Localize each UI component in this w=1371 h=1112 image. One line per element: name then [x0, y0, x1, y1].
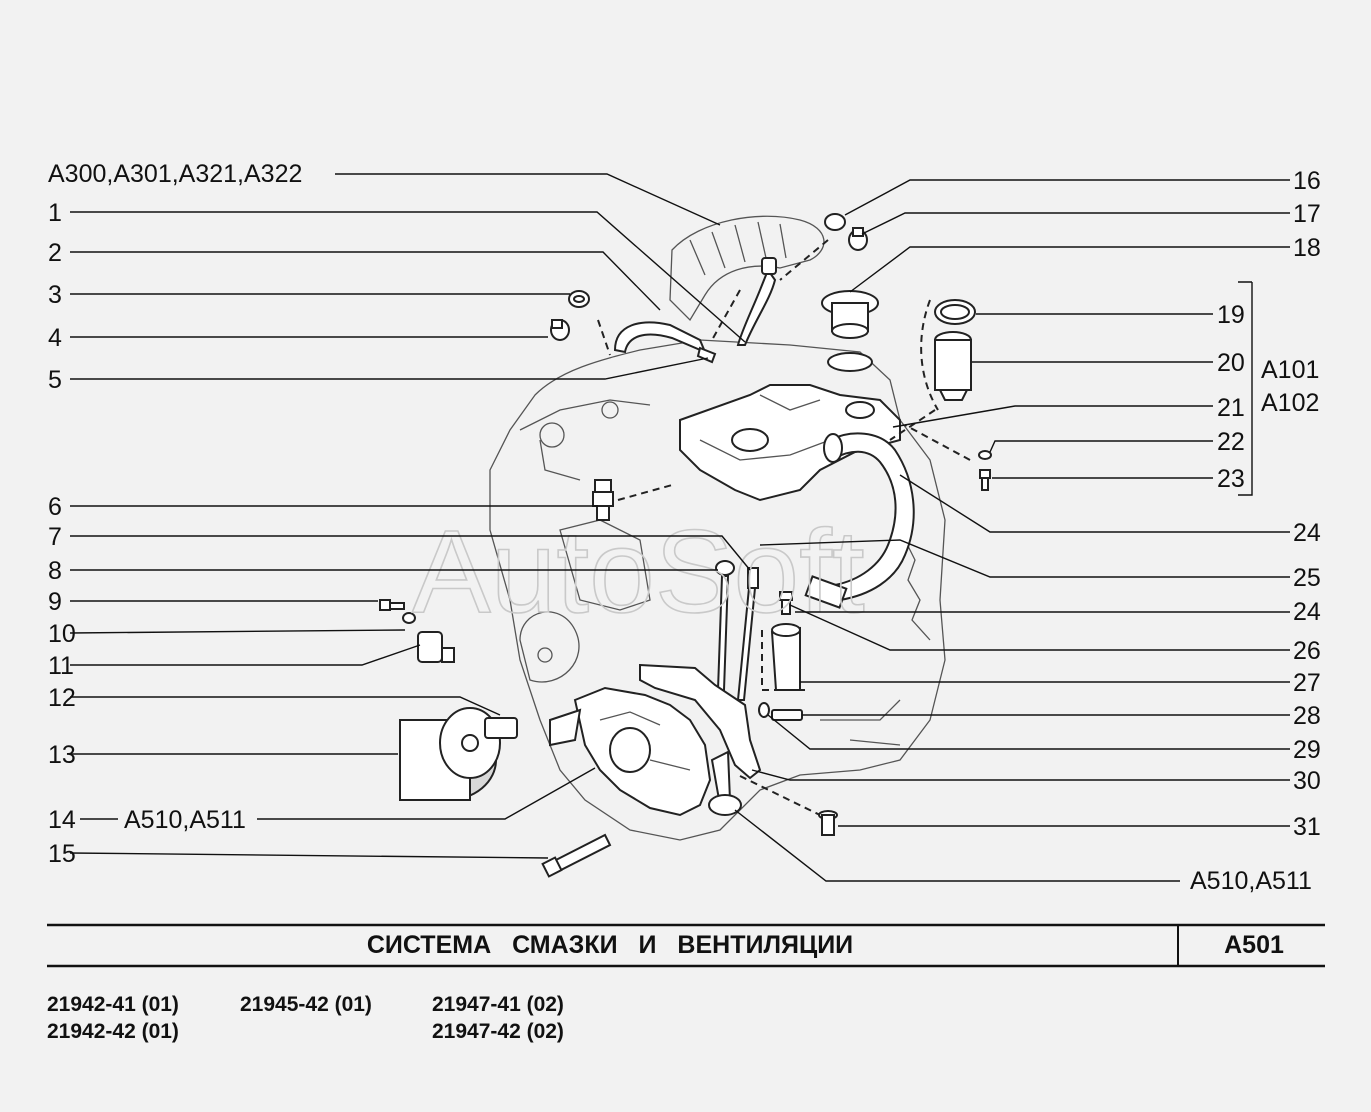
label-16: 16 — [1293, 167, 1321, 195]
label-5: 5 — [48, 366, 62, 394]
label-22: 22 — [1217, 428, 1245, 456]
title-block — [47, 925, 1325, 966]
label-3: 3 — [48, 281, 62, 309]
label-26: 26 — [1293, 637, 1321, 665]
bolt-23 — [980, 470, 990, 490]
model-list — [47, 993, 564, 1043]
label-12: 12 — [48, 684, 76, 712]
labels-right — [1190, 167, 1321, 895]
model-21945-42: 21945-42 (01) — [240, 993, 372, 1016]
label-a300: A300,A301,A321,A322 — [48, 160, 303, 188]
air-intake-duct — [670, 216, 824, 320]
label-18: 18 — [1293, 234, 1321, 262]
label-21: 21 — [1217, 394, 1245, 422]
oil-pump-14 — [550, 688, 710, 815]
label-24b: 24 — [1293, 598, 1321, 626]
label-29: 29 — [1293, 736, 1321, 764]
hose-clamp-3 — [569, 291, 589, 307]
label-7: 7 — [48, 523, 62, 551]
label-1: 1 — [48, 199, 62, 227]
model-21947-42: 21947-42 (02) — [432, 1020, 564, 1043]
label-27: 27 — [1293, 669, 1321, 697]
page-code: A501 — [1224, 931, 1284, 959]
hose-clamp-4 — [551, 320, 569, 340]
label-10: 10 — [48, 620, 76, 648]
label-9: 9 — [48, 588, 62, 616]
bolt-9 — [380, 600, 404, 610]
label-a510-right: A510,A511 — [1190, 867, 1312, 895]
label-a510-left: A510,A511 — [124, 806, 246, 834]
washer-29 — [759, 703, 769, 717]
label-19: 19 — [1217, 301, 1245, 329]
oil-separator-insert-20 — [935, 332, 971, 400]
label-2: 2 — [48, 239, 62, 267]
model-21942-42: 21942-42 (01) — [47, 1020, 179, 1043]
label-24a: 24 — [1293, 519, 1321, 547]
label-25: 25 — [1293, 564, 1321, 592]
label-4: 4 — [48, 324, 62, 352]
hose-clamp-16 — [825, 214, 845, 230]
label-17: 17 — [1293, 200, 1321, 228]
bolt-15 — [543, 835, 610, 876]
label-15: 15 — [48, 840, 76, 868]
label-20: 20 — [1217, 349, 1245, 377]
bolt-31 — [819, 811, 837, 835]
labels-left — [48, 160, 302, 868]
label-30: 30 — [1293, 767, 1321, 795]
label-28: 28 — [1293, 702, 1321, 730]
bolt-28 — [772, 710, 802, 720]
model-21942-41: 21942-41 (01) — [47, 993, 179, 1016]
model-21947-41: 21947-41 (02) — [432, 993, 564, 1016]
oil-separator-seal-19 — [935, 300, 975, 324]
hose-clamp-17 — [849, 228, 867, 250]
label-31: 31 — [1293, 813, 1321, 841]
oil-filler-cap-18 — [822, 291, 878, 371]
watermark-text: AutoSoft — [412, 506, 865, 638]
breather-hose-1 — [738, 258, 776, 345]
label-a102: A102 — [1261, 389, 1320, 417]
washer-22 — [979, 451, 991, 459]
label-23: 23 — [1217, 465, 1245, 493]
label-6: 6 — [48, 493, 62, 521]
hose-clamp-25 — [824, 434, 842, 462]
breather-hose-2 — [615, 322, 715, 362]
label-a101: A101 — [1261, 356, 1320, 384]
page-title: СИСТЕМА СМАЗКИ И ВЕНТИЛЯЦИИ — [366, 931, 854, 959]
label-14: 14 — [48, 806, 76, 834]
filter-fitting-12 — [485, 718, 517, 738]
label-11: 11 — [48, 652, 74, 680]
label-13: 13 — [48, 741, 76, 769]
label-8: 8 — [48, 557, 62, 585]
